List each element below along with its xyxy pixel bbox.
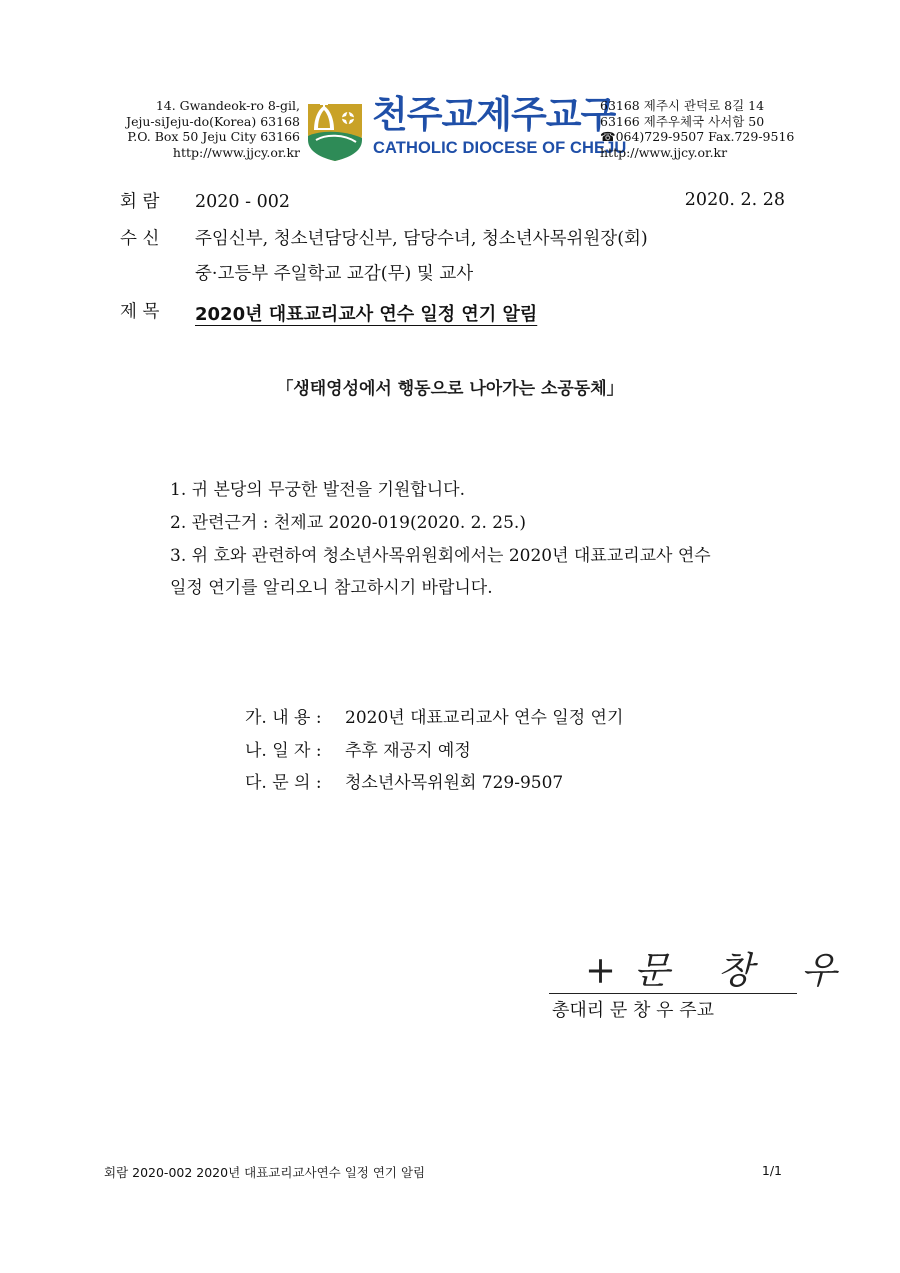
body-line-3: 3. 위 호와 관련하여 청소년사목위원회에서는 2020년 대표교리교사 연수 <box>170 546 711 566</box>
recipients-line-2: 중·고등부 주일학교 교감(무) 및 교사 <box>195 264 474 284</box>
detail-value: 청소년사목위원회 729-9507 <box>345 773 564 793</box>
address-en-url: http://www.jjcy.or.kr <box>172 144 300 160</box>
subject-label: 제 목 <box>120 302 160 322</box>
detail-content <box>245 706 623 730</box>
footer-doc-title: 회람 2020-002 2020년 대표교리교사연수 일정 연기 알림 <box>104 1165 426 1180</box>
detail-key: 나. 일 자 : <box>245 741 322 761</box>
doc-date: 2020. 2. 28 <box>684 190 785 210</box>
recipient-label: 수 신 <box>120 229 160 249</box>
detail-key: 다. 문 의 : <box>245 773 322 793</box>
detail-date <box>245 739 471 763</box>
org-name-en: CATHOLIC DIOCESE OF CHEJU <box>373 139 627 157</box>
org-name-ko: 천주교제주교구 <box>372 93 616 136</box>
diocese-logo-icon <box>304 96 366 162</box>
detail-key: 가. 내 용 : <box>245 708 322 728</box>
address-ko-url: http://www.jjcy.or.kr <box>600 144 728 160</box>
signatory-name: 총대리 문 창 우 주교 <box>552 1000 714 1021</box>
letterhead-address-en <box>126 98 300 160</box>
address-ko-phone: ☎064)729-9507 Fax.729-9516 <box>600 129 795 144</box>
handwritten-signature: +문 창 우 <box>585 949 855 992</box>
body-line-1: 1. 귀 본당의 무궁한 발전을 기원합니다. <box>170 480 465 500</box>
address-en-line: 14. Gwandeok-ro 8-gil, <box>155 98 300 113</box>
subject-title: 2020년 대표교리교사 연수 일정 연기 알림 <box>195 304 538 325</box>
body-line-2: 2. 관련근거 : 천제교 2020-019(2020. 2. 25.) <box>170 513 526 533</box>
address-ko-line: 63166 제주우체국 사서함 50 <box>600 113 765 129</box>
detail-contact <box>245 771 563 795</box>
slogan: 「생태영성에서 행동으로 나아가는 소공동체」 <box>276 379 624 399</box>
address-en-line: Jeju-siJeju-do(Korea) 63168 <box>126 113 300 129</box>
signature-line <box>549 993 797 994</box>
doc-number: 2020 - 002 <box>195 192 290 212</box>
detail-value: 추후 재공지 예정 <box>345 741 471 761</box>
detail-value: 2020년 대표교리교사 연수 일정 연기 <box>345 708 624 728</box>
address-en-line: P.O. Box 50 Jeju City 63166 <box>127 129 300 144</box>
letterhead-address-ko <box>600 98 794 160</box>
footer-page-number: 1/1 <box>761 1163 782 1178</box>
doc-label: 회 람 <box>120 192 160 212</box>
body-line-4: 일정 연기를 알리오니 참고하시기 바랍니다. <box>170 578 493 598</box>
address-ko-line: 63168 제주시 관덕로 8길 14 <box>600 98 765 113</box>
recipients-line-1: 주임신부, 청소년담당신부, 담당수녀, 청소년사목위원장(회) <box>195 229 648 249</box>
